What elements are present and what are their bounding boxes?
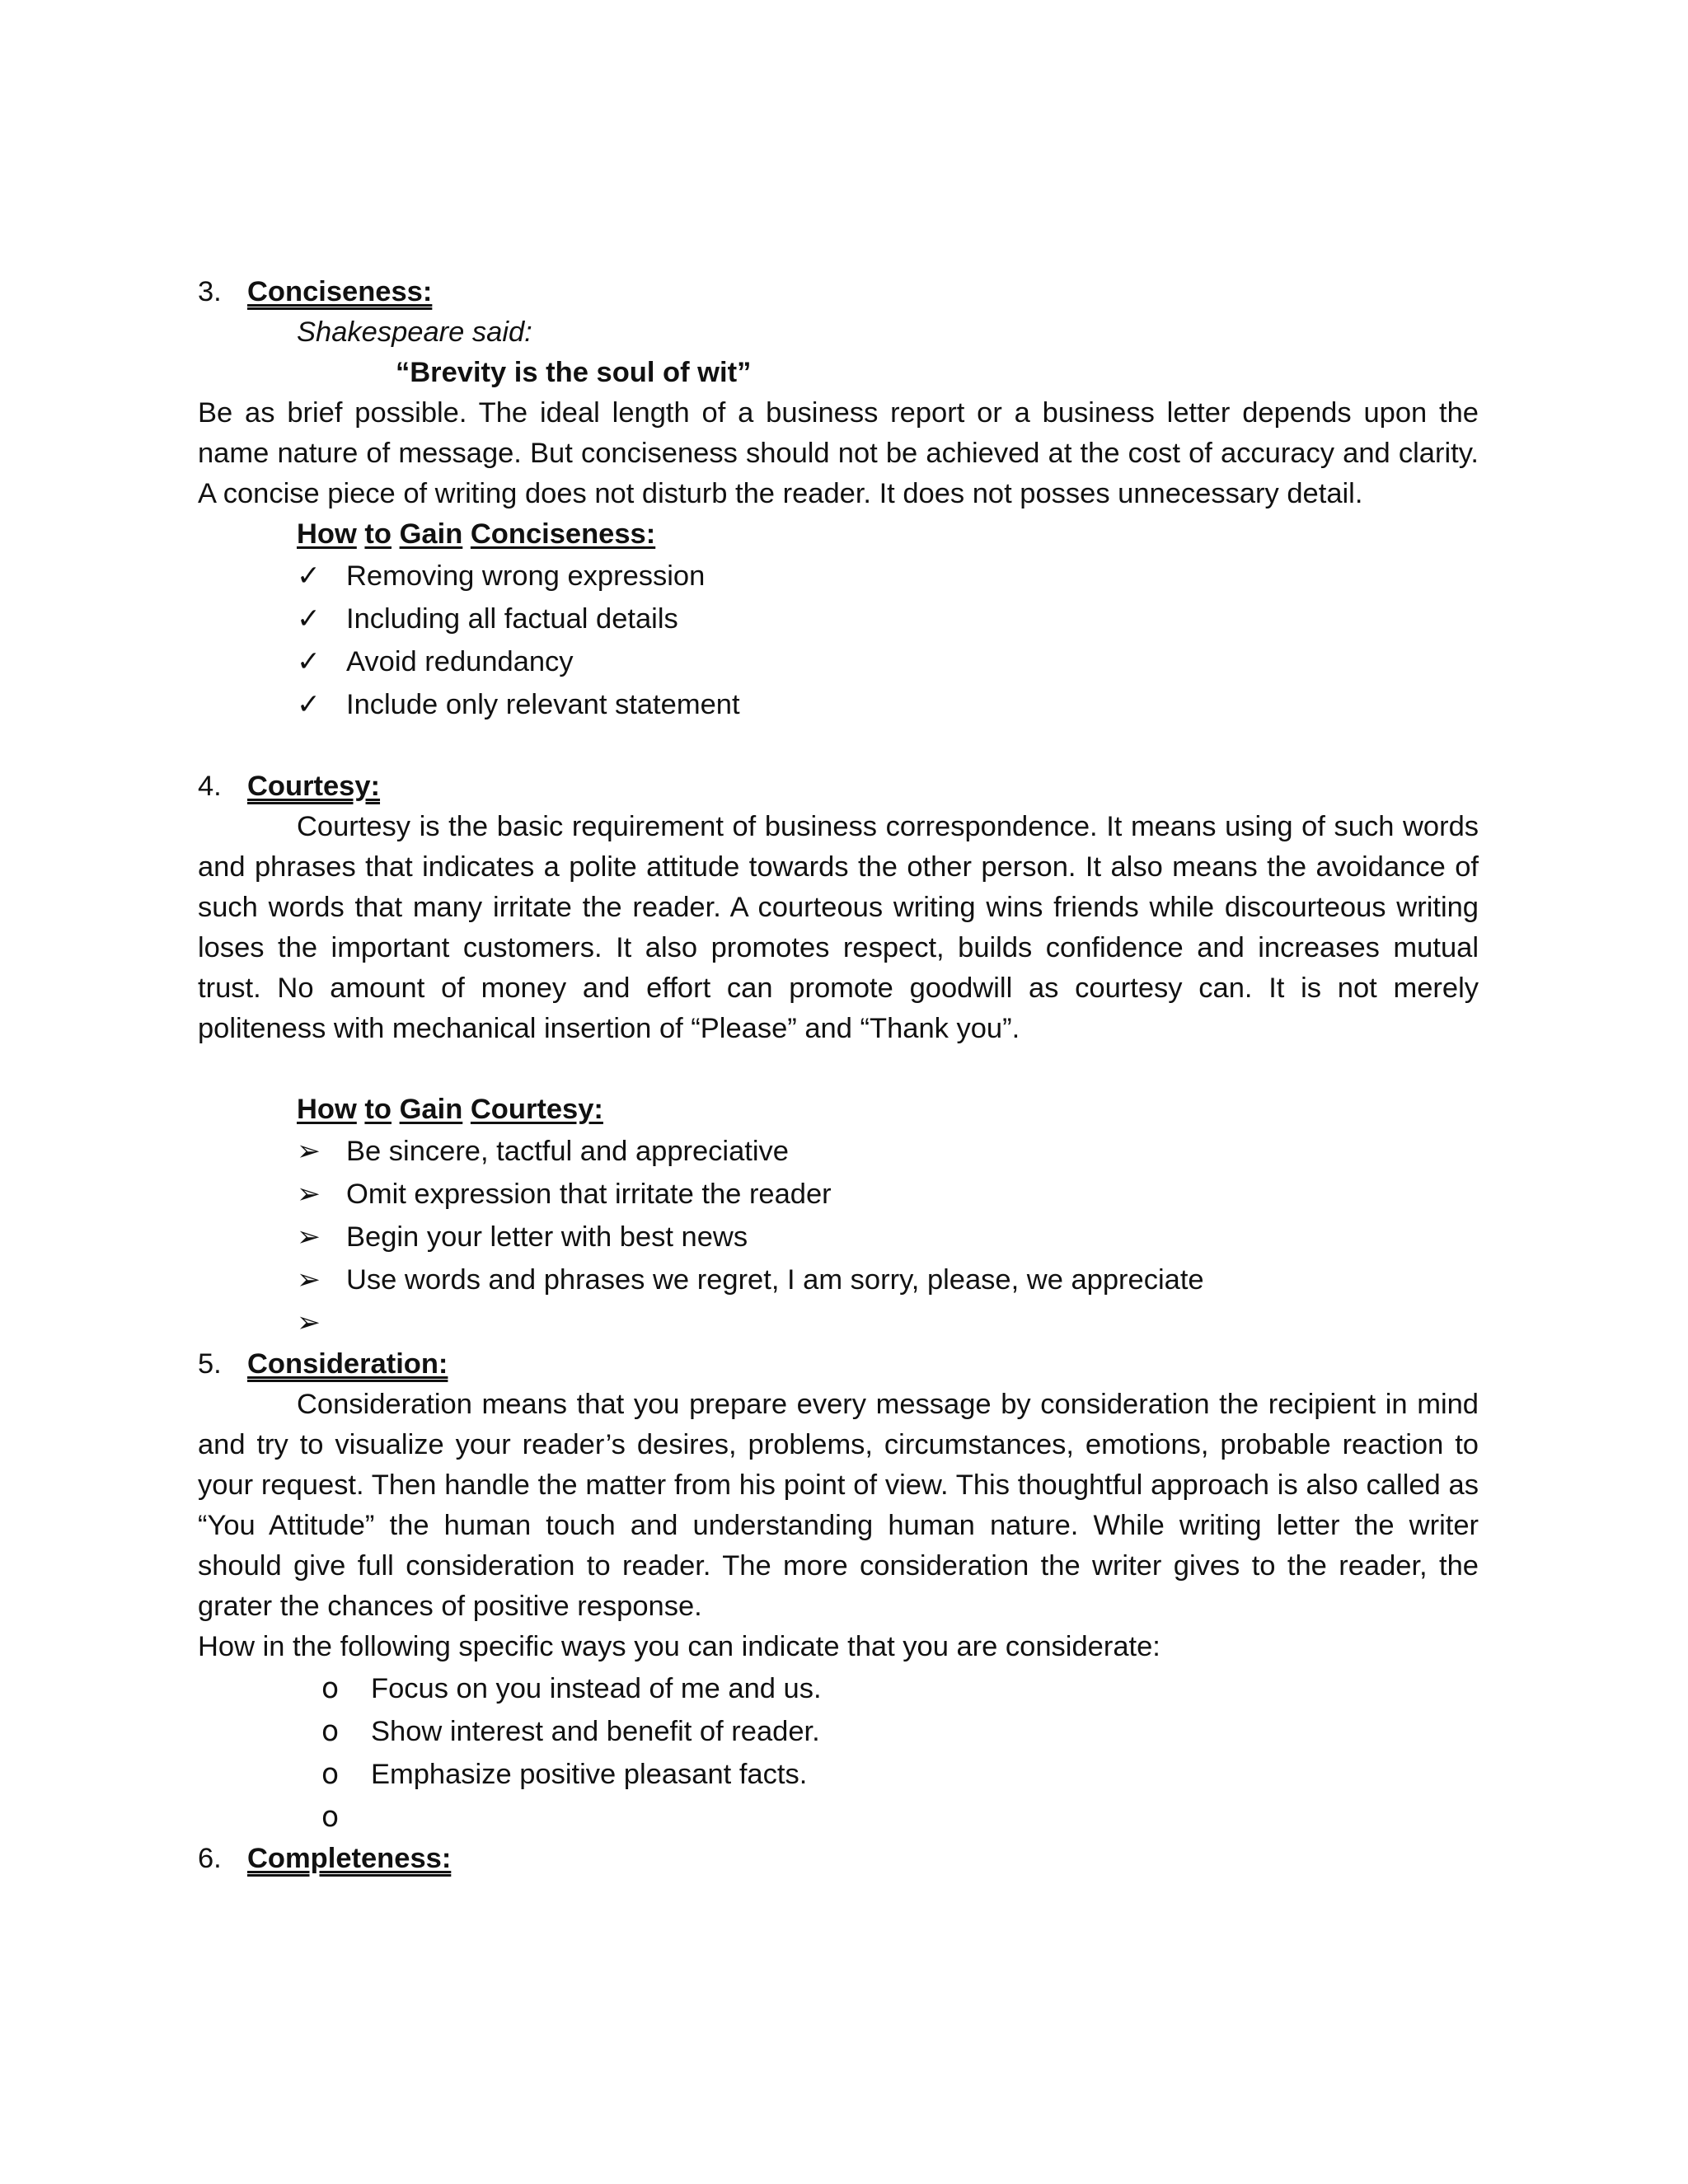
section-5-number: 5.: [198, 1348, 222, 1380]
list-item-text: Be sincere, tactful and appreciative: [346, 1136, 789, 1167]
section-3-title: Conciseness:: [247, 276, 433, 307]
how-to-word-to: to: [364, 1094, 392, 1125]
list-item-text: Including all factual details: [346, 603, 678, 635]
how-to-word-conciseness: Conciseness:: [470, 518, 656, 550]
list-item: [198, 640, 1479, 683]
section-5-lead: How in the following specific ways you can indicate that you are considerate:: [198, 1631, 1160, 1662]
circle-bullet-icon: o: [321, 1672, 340, 1705]
arrow-bullet-icon: ➢: [297, 1221, 321, 1254]
section-4-number: 4.: [198, 771, 222, 802]
section-3-how-to-heading: [198, 514, 1479, 555]
checkmark-icon: ✓: [297, 560, 321, 593]
how-to-word-gain: Gain: [399, 1094, 463, 1125]
quote: “Brevity is the soul of wit”: [396, 357, 752, 388]
section-5-heading: [198, 1344, 1479, 1385]
list-item: [198, 683, 1479, 726]
list-item-text: Show interest and benefit of reader.: [371, 1716, 820, 1747]
list-item-text: Omit expression that irritate the reader: [346, 1179, 832, 1210]
document-page: [198, 272, 1479, 1879]
spacer: [198, 726, 1479, 766]
list-item: [198, 1667, 1479, 1710]
how-to-word-gain: Gain: [399, 518, 463, 550]
checkmark-icon: ✓: [297, 645, 321, 678]
list-item-text: Use words and phrases we regret, I am sorry, please, we appreciate: [346, 1264, 1204, 1296]
checkmark-icon: ✓: [297, 688, 321, 721]
list-item-text: Avoid redundancy: [346, 646, 574, 677]
conciseness-list: [198, 555, 1479, 726]
list-item: [198, 1173, 1479, 1216]
arrow-bullet-icon: ➢: [297, 1263, 321, 1296]
list-item-text: Emphasize positive pleasant facts.: [371, 1759, 808, 1790]
list-item: [198, 1216, 1479, 1258]
list-item-text: Begin your letter with best news: [346, 1221, 748, 1253]
quote-intro: Shakespeare said:: [297, 316, 532, 348]
list-item: [198, 555, 1479, 598]
section-3-number: 3.: [198, 276, 222, 307]
list-item: [198, 1130, 1479, 1173]
list-item: [198, 1258, 1479, 1301]
how-to-word-courtesy: Courtesy:: [470, 1094, 603, 1125]
section-5-title: Consideration:: [247, 1348, 448, 1380]
how-to-word-how: How: [297, 518, 357, 550]
list-item-text: Removing wrong expression: [346, 560, 706, 592]
list-item: [198, 1796, 1479, 1839]
arrow-bullet-icon: ➢: [297, 1178, 321, 1211]
list-item: [198, 1753, 1479, 1796]
section-5-paragraph: Consideration means that you prepare every message by consideration the recipient in mind and try to visualize your reader’s desires, problems, circumstances, emotions, probable reaction to your request. Then handle the matter from his point of view. This thoughtful approach is also called as “You Attitude” the human touch and understanding human nature. While writing letter the writer should give full consideration to reader. The more consideration the writer gives to the reader, the grater the chances of positive response.: [198, 1389, 1479, 1622]
circle-bullet-icon: o: [321, 1715, 340, 1748]
list-item-text: Include only relevant statement: [346, 689, 740, 720]
list-item: [198, 598, 1479, 640]
section-6-title: Completeness:: [247, 1843, 452, 1874]
how-to-word-how: How: [297, 1094, 357, 1125]
arrow-bullet-icon: ➢: [297, 1306, 321, 1339]
list-item: [198, 1301, 1479, 1344]
list-item-text: Focus on you instead of me and us.: [371, 1673, 822, 1704]
circle-bullet-icon: o: [321, 1801, 340, 1834]
section-4-title: Courtesy:: [247, 771, 381, 802]
how-to-word-to: to: [364, 518, 392, 550]
section-4-paragraph: Courtesy is the basic requirement of business correspondence. It means using of such words and phrases that indicates a polite attitude towards the other person. It also means the avoidance of such words that many irritate the reader. A courteous writing wins friends while discourteous writing loses the important customers. It also promotes respect, builds confidence and increases mutual trust. No amount of money and effort can promote goodwill as courtesy can. It is not merely politeness with mechanical insertion of “Please” and “Thank you”.: [198, 811, 1479, 1044]
section-4-how-to-heading: [198, 1090, 1479, 1130]
circle-bullet-icon: o: [321, 1758, 340, 1791]
section-4-heading: [198, 766, 1479, 807]
arrow-bullet-icon: ➢: [297, 1135, 321, 1168]
checkmark-icon: ✓: [297, 602, 321, 635]
section-3-paragraph: Be as brief possible. The ideal length of a business report or a business letter depends upon the name nature of message. But conciseness should not be achieved at the cost of accuracy and clarity. A concise piece of writing does not disturb the reader. It does not posses unnecessary detail.: [198, 397, 1479, 509]
section-3-heading: [198, 272, 1479, 312]
courtesy-list: [198, 1130, 1479, 1344]
spacer: [198, 1049, 1479, 1090]
consideration-list: [198, 1667, 1479, 1839]
section-6-number: 6.: [198, 1843, 222, 1874]
list-item: [198, 1710, 1479, 1753]
section-6-heading: [198, 1839, 1479, 1879]
